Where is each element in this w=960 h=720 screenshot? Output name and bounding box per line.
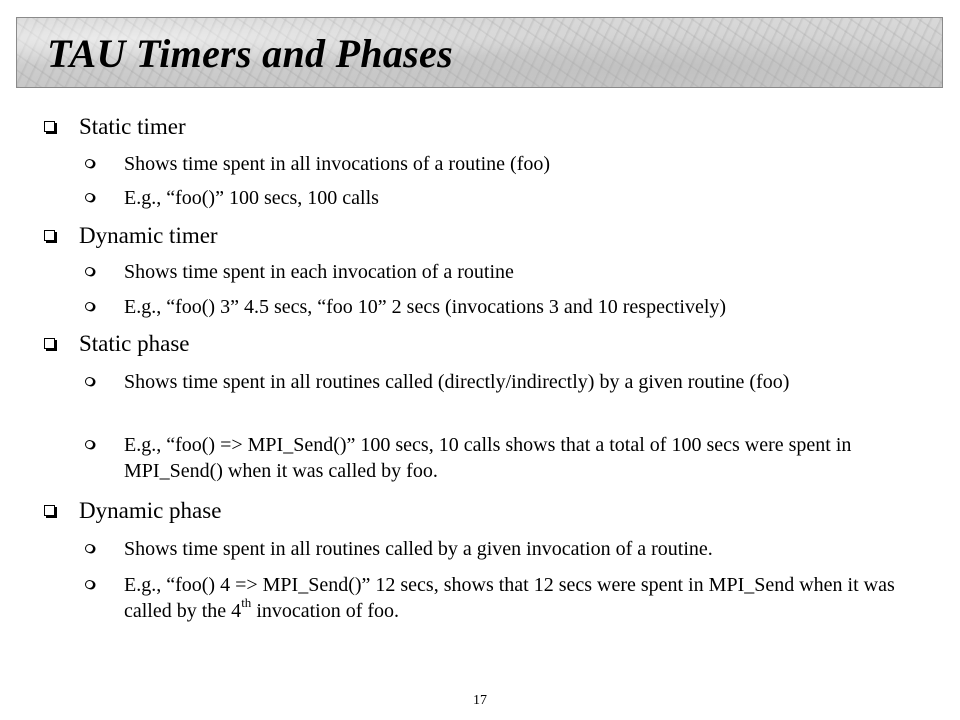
list-item-text: E.g., “foo() => MPI_Send()” 100 secs, 10 calls shows that a total of 100 secs were spent in MPI_Send() when it was called by foo.: [124, 434, 852, 482]
list-item-text: Shows time spent in each invocation of a routine: [124, 261, 514, 283]
square-bullet-icon: [44, 338, 55, 349]
circle-bullet-icon: [85, 193, 94, 202]
list-item-text: Shows time spent in all invocations of a routine (foo): [124, 153, 551, 175]
list-item-text: Shows time spent in all routines called by a given invocation of a routine.: [124, 538, 713, 560]
circle-bullet-icon: [85, 302, 94, 311]
ordinal-suffix: th: [241, 595, 252, 610]
section-heading: Dynamic timer: [79, 223, 218, 248]
list-item-text: E.g., “foo() 3” 4.5 secs, “foo 10” 2 secs (invocations 3 and 10 respectively): [124, 296, 727, 318]
circle-bullet-icon: [85, 544, 94, 553]
circle-bullet-icon: [85, 440, 94, 449]
circle-bullet-icon: [85, 377, 94, 386]
page-number: 17: [473, 693, 487, 708]
circle-bullet-icon: [85, 159, 94, 168]
list-item-text-main: E.g., “foo() 4 => MPI_Send()” 12 secs, shows that 12 secs were spent in MPI_Send when it was called by the 4: [124, 574, 895, 622]
section-heading: Dynamic phase: [79, 498, 222, 523]
slide-title: TAU Timers and Phases: [47, 31, 453, 76]
list-item-text: Shows time spent in all routines called (directly/indirectly) by a given routine (foo): [124, 371, 790, 393]
section-heading: Static phase: [79, 331, 190, 356]
square-bullet-icon: [44, 230, 55, 241]
list-item-text-tail: invocation of foo.: [251, 600, 400, 622]
square-bullet-icon: [44, 505, 55, 516]
list-item-text: E.g., “foo()” 100 secs, 100 calls: [124, 187, 379, 209]
section-heading: Static timer: [79, 114, 186, 139]
square-bullet-icon: [44, 121, 55, 132]
circle-bullet-icon: [85, 580, 94, 589]
circle-bullet-icon: [85, 267, 94, 276]
list-item-text: [124, 572, 914, 624]
